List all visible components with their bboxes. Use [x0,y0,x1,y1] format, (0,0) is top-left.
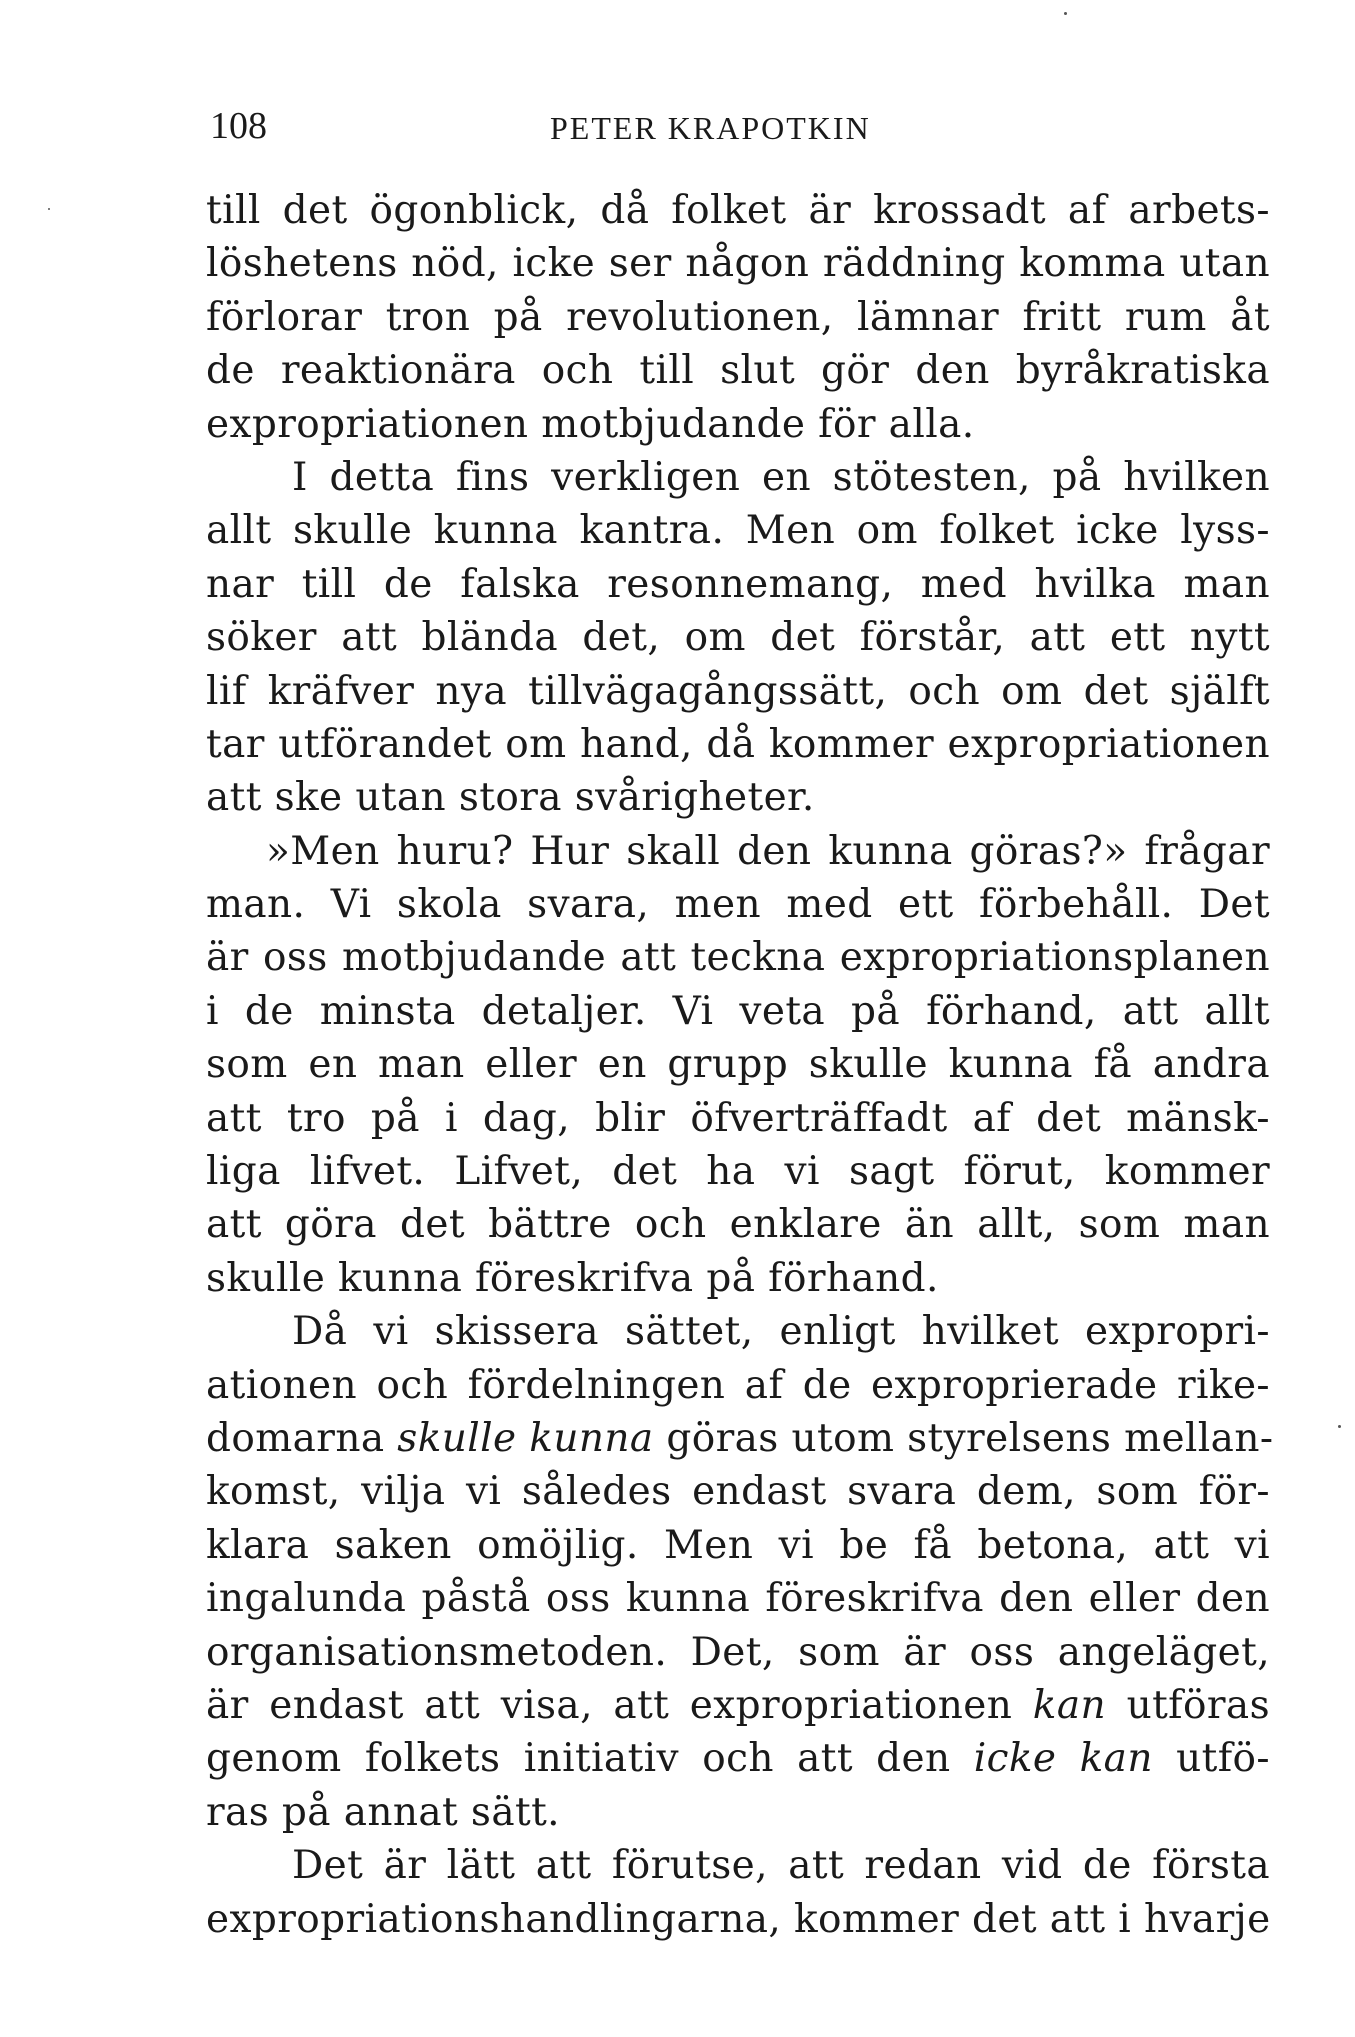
text-line [206,1412,1274,1465]
text-line: ationen och fördelningen af de exproprierade rike- [206,1362,1270,1408]
text-line: Då vi skissera sättet, enligt hvilket expropri- [292,1309,1270,1355]
emphasis-text: kan [1032,1682,1106,1728]
text-line: klara saken omöjlig. Men vi be få betona, att vi [206,1522,1270,1568]
text-segment: utfö- [1152,1736,1270,1782]
text-line: söker att blända det, om det förstår, att ett nytt [206,615,1270,661]
emphasis-text: skulle kunna [397,1415,654,1461]
text-line [206,1679,1270,1732]
text-line: liga lifvet. Lifvet, det ha vi sagt förut, kommer [206,1149,1270,1195]
text-line: att ske utan stora svårigheter. [206,775,815,821]
text-line: att tro på i dag, blir öfverträffadt af det mänsk- [206,1095,1270,1141]
text-line: expropriationen motbjudande för alla. [206,401,975,447]
running-head: PETER KRAPOTKIN [550,110,871,146]
text-line: är oss motbjudande att teckna expropriationsplanen [206,935,1270,981]
text-line: lif kräfver nya tillvägagångssätt, och om det själft [206,668,1270,714]
text-line: de reaktionära och till slut gör den byråkratiska [206,348,1270,394]
text-line: i de minsta detaljer. Vi veta på förhand, att allt [206,988,1270,1034]
text-line: komst, vilja vi således endast svara dem, som för- [206,1469,1270,1515]
print-speck [1064,12,1067,15]
text-line: nar till de falska resonnemang, med hvilka man [206,561,1270,607]
text-line: ingalunda påstå oss kunna föreskrifva den eller den [206,1576,1270,1622]
text-line: som en man eller en grupp skulle kunna få andra [206,1042,1270,1088]
text-line: tar utförandet om hand, då kommer expropriationen [206,721,1270,767]
print-speck [48,208,50,210]
text-line: allt skulle kunna kantra. Men om folket icke lyss- [206,508,1270,554]
text-line: att göra det bättre och enklare än allt, som man [206,1202,1270,1248]
text-segment: domarna [206,1415,398,1461]
text-line [206,1732,1270,1785]
page-header [210,104,1270,154]
body-text [206,184,1274,1946]
emphasis-text: icke kan [973,1736,1153,1782]
text-line: Det är lätt att förutse, att redan vid de första [292,1843,1270,1889]
text-line: I detta fins verkligen en stötesten, på hvilken [292,454,1270,500]
print-speck [1338,1425,1341,1428]
text-line: förlorar tron på revolutionen, lämnar fritt rum åt [206,294,1270,340]
text-line: organisationsmetoden. Det, som är oss angeläget, [206,1629,1270,1675]
text-line: till det ögonblick, då folket är krossadt af arbets- [206,188,1270,233]
text-line: expropriationshandlingarna, kommer det att i hvarje [206,1896,1271,1942]
text-segment: är endast att visa, att expropriationen [206,1682,1033,1728]
text-segment: utföras [1106,1682,1270,1728]
text-segment: göras utom styrelsens mellan- [653,1415,1274,1461]
text-segment: genom folkets initiativ och att den [206,1736,974,1782]
text-line: ras på annat sätt. [206,1789,560,1835]
page-number: 108 [210,105,267,147]
text-line: man. Vi skola svara, men med ett förbehåll. Det [206,882,1270,928]
text-line: skulle kunna föreskrifva på förhand. [206,1255,939,1301]
text-line: »Men huru? Hur skall den kunna göras?» frågar [266,828,1270,874]
text-line: löshetens nöd, icke ser någon räddning komma utan [206,241,1270,287]
